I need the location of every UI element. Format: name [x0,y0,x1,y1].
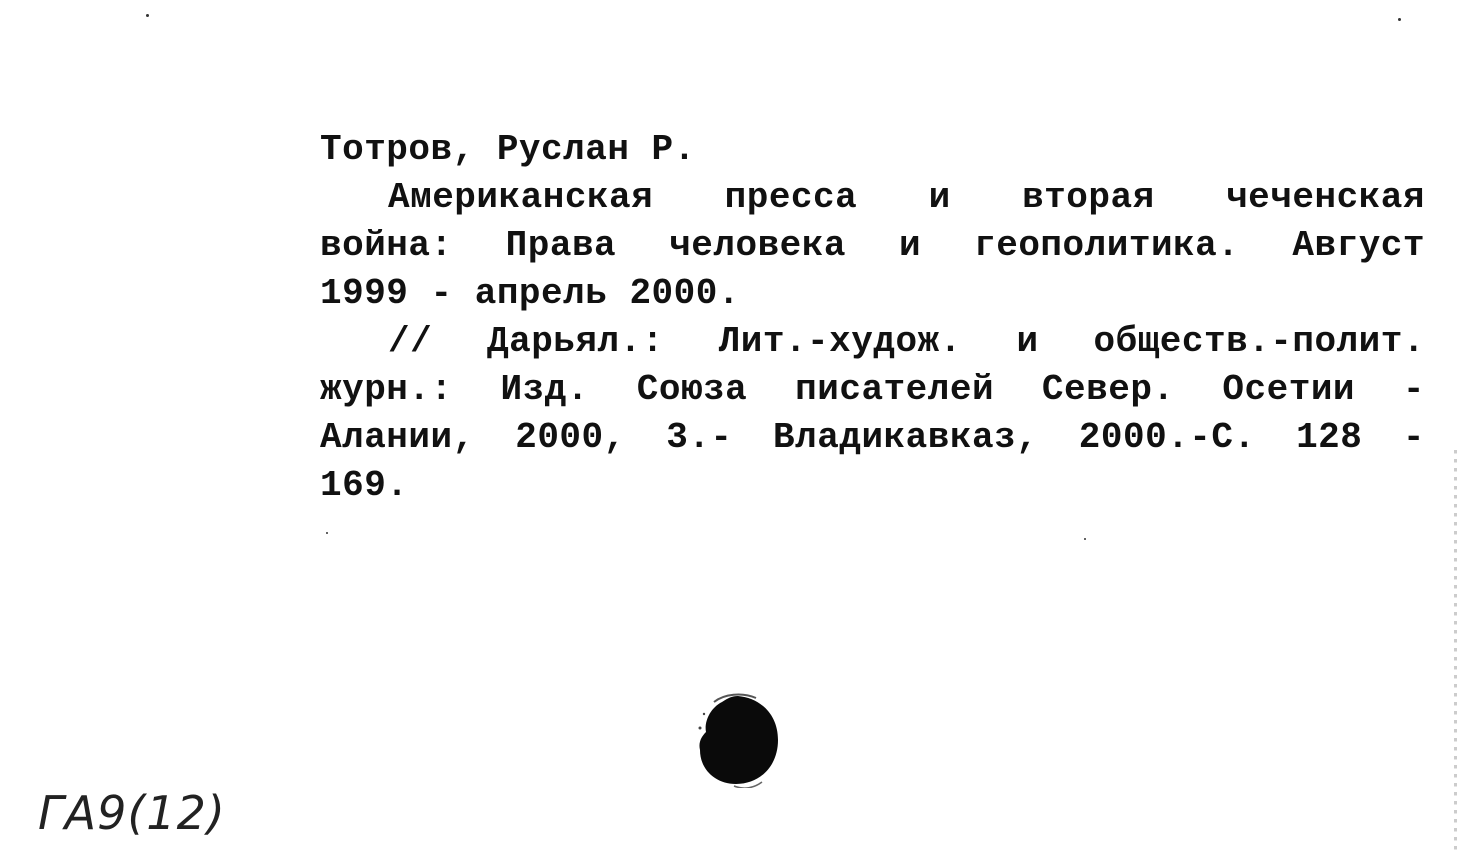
scan-speck [1084,538,1086,540]
scan-speck [1398,18,1401,21]
source-line-2: журн.: Изд. Союза писателей Север. Осетии - [320,369,1425,410]
title-line-1: Американская пресса и вторая чеченская [388,177,1425,218]
scan-speck [146,14,149,17]
title-line-3: 1999 - апрель 2000. [320,273,740,314]
source-line-1: // Дарьял.: Лит.-худож. и обществ.-полит. [388,321,1425,362]
scan-edge-artifact [1454,450,1457,850]
title-line-2: война: Права человека и геополитика. Август [320,225,1425,266]
author-name: Тотров, Руслан Р. [320,129,696,170]
bibliographic-entry [320,126,1425,510]
source-line-4: 169. [320,465,409,506]
shelfmark-handwritten: ГА9(12) [38,786,226,840]
punch-hole [694,692,780,788]
scan-speck [326,532,328,534]
source-line-3: Алании, 2000, 3.- Владикавказ, 2000.-С. 128 - [320,417,1425,458]
